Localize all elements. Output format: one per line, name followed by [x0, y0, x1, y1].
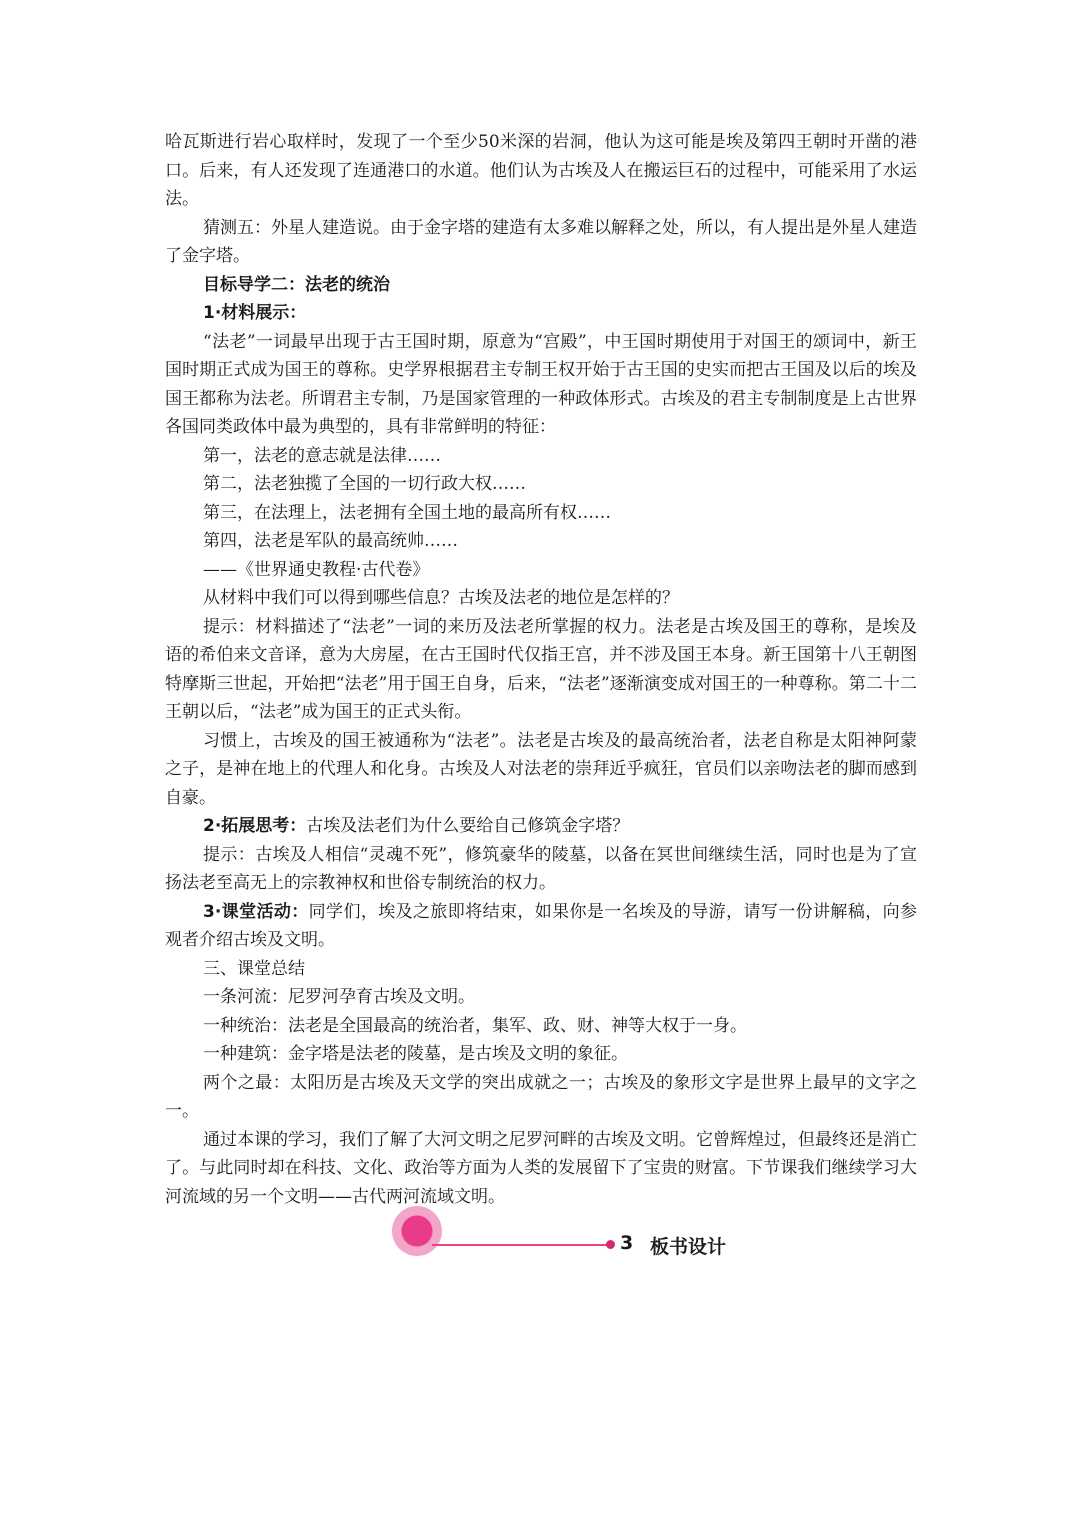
item-text: 同学们，埃及之旅即将结束，如果你是一名埃及的导游，请写一份讲解稿，向参观者介绍古埃及文明。 — [165, 901, 918, 950]
hint-2: 提示：古埃及人相信“灵魂不死”，修筑豪华的陵墓，以备在冥世间继续生活，同时也是为了宣扬法老至高无上的宗教神权和世俗专制统治的权力。 — [165, 844, 917, 893]
item-material-display — [165, 299, 917, 328]
item-text: 古埃及法老们为什么要给自己修筑金字塔？ — [306, 816, 630, 836]
feature-1: 第一，法老的意志就是法律…… — [203, 445, 441, 466]
summary-river: 一条河流：尼罗河孕育古埃及文明。 — [203, 987, 475, 1007]
summary-architecture: 一种建筑：金字塔是法老的陵墓，是古埃及文明的象征。 — [203, 1044, 628, 1064]
footer-divider-line — [432, 1244, 610, 1246]
section-footer — [392, 1206, 752, 1266]
source-citation: ——《世界通史教程·古代卷》 — [203, 559, 430, 580]
summary-records: 两个之最：太阳历是古埃及天文学的突出成就之一；古埃及的象形文字是世界上最早的文字之一。 — [165, 1072, 917, 1121]
summary-rule: 一种统治：法老是全国最高的统治者，集军、政、财、神等大权于一身。 — [203, 1015, 747, 1036]
paragraph-guess-five: 猜测五：外星人建造说。由于金字塔的建造有太多难以解释之处，所以，有人提出是外星人建造了金字塔。 — [165, 217, 917, 266]
pink-circle-icon — [392, 1206, 442, 1256]
item-label: 3·课堂活动： — [203, 901, 309, 922]
feature-4: 第四，法老是军队的最高统帅…… — [203, 531, 458, 551]
conclusion-paragraph: 通过本课的学习，我们了解了大河文明之尼罗河畔的古埃及文明。它曾辉煌过，但最终还是消亡了。与此同时却在科技、文化、政治等方面为人类的发展留下了宝贵的财富。下节课我们继续学习大河流域的另一个文明——古代两河流域文明。 — [165, 1129, 917, 1207]
summary-heading: 三、课堂总结 — [203, 958, 305, 979]
item-extended-thinking — [165, 812, 917, 841]
feature-2: 第二，法老独揽了全国的一切行政大权…… — [203, 474, 526, 494]
paragraph-water-transport: 哈瓦斯进行岩心取样时，发现了一个至少50米深的岩洞，他认为这可能是埃及第四王朝时开凿的港口。后来，有人还发现了连通港口的水道。他们认为古埃及人在搬运巨石的过程中，可能采用了水运法。 — [165, 132, 917, 209]
material-paragraph: “法老”一词最早出现于古王国时期，原意为“宫殿”，中王国时期使用于对国王的颂词中，新王国时期正式成为国王的尊称。史学界根据君主专制王权开始于古王国的史实而把古王国及以后的埃及国王都称为法老。所谓君主专制，乃是国家管理的一种政体形式。古埃及的君主专制制度是上古世界各国同类政体中最为典型的，具有非常鲜明的特征： — [165, 331, 917, 437]
item-label: 2·拓展思考： — [203, 816, 307, 836]
item-class-activity — [165, 898, 917, 955]
question-1: 从材料中我们可以得到哪些信息？古埃及法老的地位是怎样的？ — [203, 588, 679, 608]
dot-icon — [606, 1240, 615, 1249]
footer-section-label: 板书设计 — [650, 1236, 727, 1258]
footer-section-number: 3 — [620, 1232, 634, 1254]
item-label: 1·材料展示： — [203, 303, 307, 323]
feature-3: 第三，在法理上，法老拥有全国土地的最高所有权…… — [203, 502, 611, 523]
section-heading-pharaoh-rule: 目标导学二：法老的统治 — [203, 274, 390, 295]
hint-1-continued: 习惯上，古埃及的国王被通称为“法老”。法老是古埃及的最高统治者，法老自称是太阳神阿蒙之子，是神在地上的代理人和化身。古埃及人对法老的崇拜近乎疯狂，官员们以亲吻法老的脚而感到自豪。 — [165, 730, 917, 808]
document-body — [165, 128, 917, 1211]
hint-1: 提示：材料描述了“法老”一词的来历及法老所掌握的权力。法老是古埃及国王的尊称，是埃及语的希伯来文音译，意为大房屋，在古王国时代仅指王宫，并不涉及国王本身。新王国第十八王朝图特摩斯三世起，开始把“法老”用于国王自身，后来，“法老”逐渐演变成对国王的一种尊称。第二十二王朝以后，“法老”成为国王的正式头衔。 — [165, 616, 917, 722]
